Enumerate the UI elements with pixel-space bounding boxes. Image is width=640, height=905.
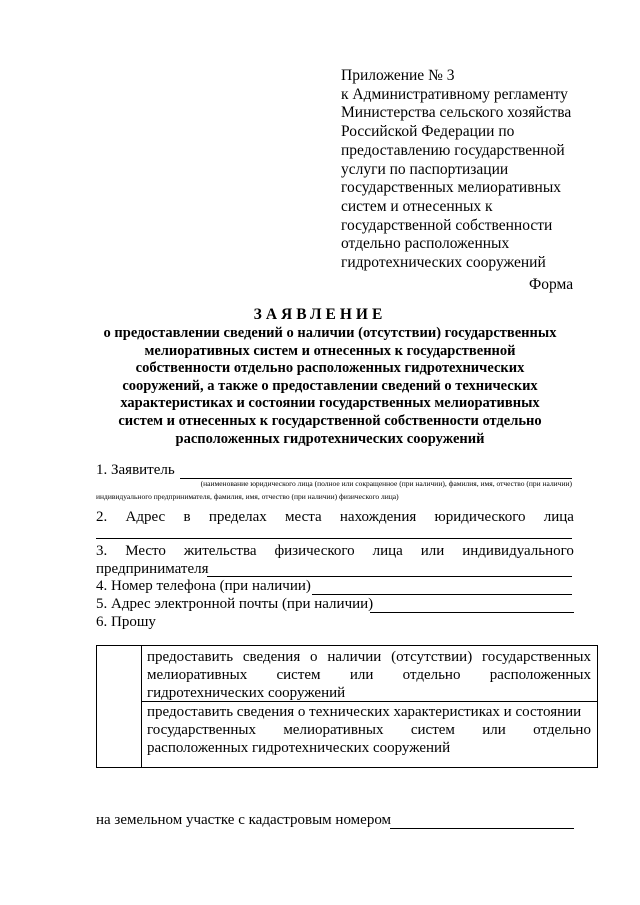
- residence-word: лица: [372, 543, 403, 559]
- residence-word: 3.: [96, 543, 108, 559]
- option-word: отдельно: [402, 667, 461, 683]
- subtitle-line: характеристиках и состоянии государственных мелиоративных: [120, 395, 540, 412]
- option-word: (отсутствии): [391, 649, 473, 665]
- option-word: систем: [410, 722, 455, 738]
- residence-word: или: [420, 543, 445, 559]
- option-word: или: [482, 722, 506, 738]
- applicant-hint: (наименование юридического лица (полное или сокращенное (при наличии), фамилия, имя, отчество (при наличии): [200, 479, 572, 488]
- option-text-line: [147, 666, 591, 684]
- option-word: отдельно: [533, 722, 591, 738]
- subtitle-line: собственности отдельно расположенных гидротехнических: [135, 360, 525, 377]
- request-options-table: [96, 645, 598, 768]
- subtitle-line: мелиоративных систем и отнесенных к государственной: [144, 342, 516, 359]
- appendix-line: гидротехнических сооружений: [341, 254, 546, 272]
- address-word: пределах: [208, 509, 267, 525]
- option-1-text: [147, 648, 591, 702]
- option-word: мелиоративных: [147, 667, 248, 683]
- appendix-line: к Административному регламенту: [341, 85, 568, 103]
- option-2-checkbox[interactable]: [97, 702, 141, 768]
- option-1-checkbox[interactable]: [97, 646, 141, 701]
- option-word: систем: [276, 667, 321, 683]
- appendix-line: Приложение № 3: [341, 67, 455, 84]
- option-word: или: [349, 667, 374, 683]
- address-word: места: [285, 509, 322, 525]
- subtitle-line: расположенных гидротехнических сооружений: [175, 430, 485, 447]
- residence-word: индивидуального: [462, 543, 574, 559]
- option-text-line: расположенных гидротехнических сооружений: [147, 740, 451, 756]
- address-word: в: [183, 509, 191, 525]
- cadastral-input[interactable]: [390, 828, 574, 829]
- applicant-hint-cont: индивидуального предпринимателя, фамилия, имя, отчество (при наличии) физического лица): [96, 492, 399, 501]
- form-label: Форма: [529, 276, 574, 293]
- residence-word: физического: [274, 543, 355, 559]
- phone-input[interactable]: [312, 594, 572, 595]
- residence-label: [96, 543, 574, 560]
- email-label: 5. Адрес электронной почты (при наличии): [96, 596, 374, 612]
- option-word: государственных: [147, 722, 256, 738]
- appendix-line: отдельно расположенных: [341, 235, 510, 253]
- option-text-line: [147, 721, 591, 739]
- option-text-line: [147, 648, 591, 666]
- address-word: лица: [543, 509, 574, 525]
- appendix-line: услуги по паспортизации: [341, 160, 509, 178]
- applicant-label: 1. Заявитель: [96, 462, 175, 478]
- option-text-line: [147, 703, 591, 721]
- option-word: наличии: [327, 649, 382, 665]
- option-text-line: гидротехнических сооружений: [147, 685, 346, 701]
- cadastral-label: на земельном участке с кадастровым номером: [96, 812, 392, 828]
- subtitle-line: сооружений, а также о предоставлении сведений о технических: [122, 377, 538, 394]
- appendix-line: государственных мелиоративных: [341, 179, 562, 197]
- option-word: предоставить сведения о технических характеристиках и состоянии: [147, 704, 582, 720]
- residence-word: жительства: [183, 543, 257, 559]
- appendix-line: Российской Федерации по: [341, 123, 515, 141]
- address-word: нахождения: [339, 509, 417, 525]
- option-word: сведения: [242, 649, 301, 665]
- subtitle-line: о предоставлении сведений о наличии (отсутствии) государственных: [103, 325, 557, 341]
- email-input[interactable]: [370, 612, 574, 613]
- address-label: [96, 509, 574, 526]
- address-word: Адрес: [125, 509, 166, 525]
- option-2-text: [147, 703, 591, 757]
- appendix-line: государственной собственности: [341, 216, 553, 234]
- phone-label: 4. Номер телефона (при наличии): [96, 578, 311, 594]
- appendix-line: предоставлению государственной: [341, 141, 565, 159]
- document-title: ЗАЯВЛЕНИЕ: [253, 306, 387, 323]
- address-word: юридического: [434, 509, 526, 525]
- appendix-line: систем и отнесенных к: [341, 197, 493, 215]
- request-label: 6. Прошу: [96, 614, 156, 630]
- option-word: расположенных: [489, 667, 591, 683]
- document-subtitle: [90, 325, 570, 448]
- residence-label-cont: предпринимателя: [96, 561, 209, 577]
- option-word: мелиоративных: [283, 722, 384, 738]
- subtitle-line: систем и отнесенных к государственной собственности отдельно: [118, 412, 542, 429]
- appendix-line: Министерства сельского хозяйства: [341, 104, 572, 122]
- residence-word: Место: [125, 543, 166, 559]
- option-word: предоставить: [147, 649, 234, 665]
- address-word: 2.: [96, 509, 108, 525]
- appendix-block: [341, 67, 581, 273]
- option-word: о: [310, 649, 318, 665]
- residence-input[interactable]: [207, 576, 572, 577]
- address-input[interactable]: [96, 538, 572, 539]
- option-word: государственных: [482, 649, 591, 665]
